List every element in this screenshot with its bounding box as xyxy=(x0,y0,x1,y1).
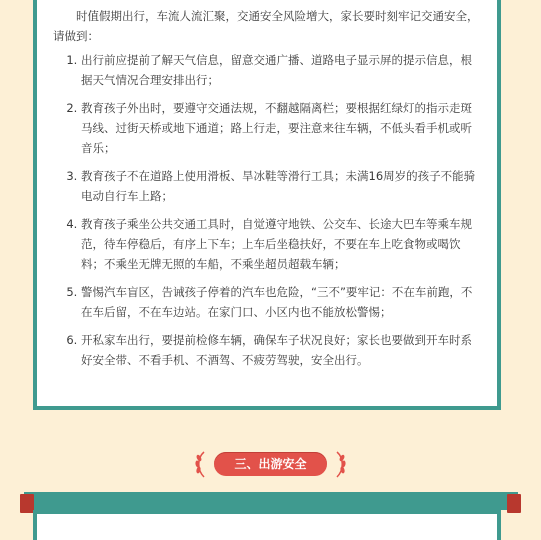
tip-item: 2. 教育孩子外出时，要遵守交通法规，不翻越隔离栏；要根据红绿灯的指示走斑马线、过街天桥或地下通道；路上行走，要注意来往车辆，不低头看手机或听音乐； xyxy=(81,98,483,158)
tip-item: 4. 教育孩子乘坐公共交通工具时，自觉遵守地铁、公交车、长途大巴车等乘车规范，待车停稳后，有序上下车；上车后坐稳扶好，不要在车上吃食物或喝饮料；不乘坐无牌无照的车船，不乘坐超员超载车辆； xyxy=(81,214,483,274)
band-cap-right xyxy=(507,494,521,513)
laurel-left-icon xyxy=(193,450,207,478)
section-header-band xyxy=(24,492,518,510)
tip-item: 5. 警惕汽车盲区，告诫孩子停着的汽车也危险，“三不”要牢记：不在车前跑，不在车后留，不在车边站。在家门口、小区内也不能放松警惕； xyxy=(81,282,483,322)
band-cap-left xyxy=(20,494,34,513)
section-title-travel-safety: 三、出游安全 xyxy=(214,452,327,476)
tip-item: 3. 教育孩子不在道路上使用滑板、旱冰鞋等滑行工具；未满16周岁的孩子不能骑电动自行车上路； xyxy=(81,166,483,206)
intro-paragraph: 时值假期出行，车流人流汇聚，交通安全风险增大，家长要时刻牢记交通安全，请做到： xyxy=(53,9,479,43)
traffic-safety-content xyxy=(53,6,483,378)
traffic-safety-card xyxy=(33,0,501,410)
tip-item: 6. 开私家车出行，要提前检修车辆，确保车子状况良好；家长也要做到开车时系好安全带、不看手机、不酒驾、不疲劳驾驶，安全出行。 xyxy=(81,330,483,370)
tip-item: 1. 出行前应提前了解天气信息，留意交通广播、道路电子显示屏的提示信息，根据天气情况合理安排出行； xyxy=(81,50,483,90)
laurel-right-icon xyxy=(334,450,348,478)
travel-safety-card xyxy=(33,510,501,540)
tips-list xyxy=(53,50,483,370)
